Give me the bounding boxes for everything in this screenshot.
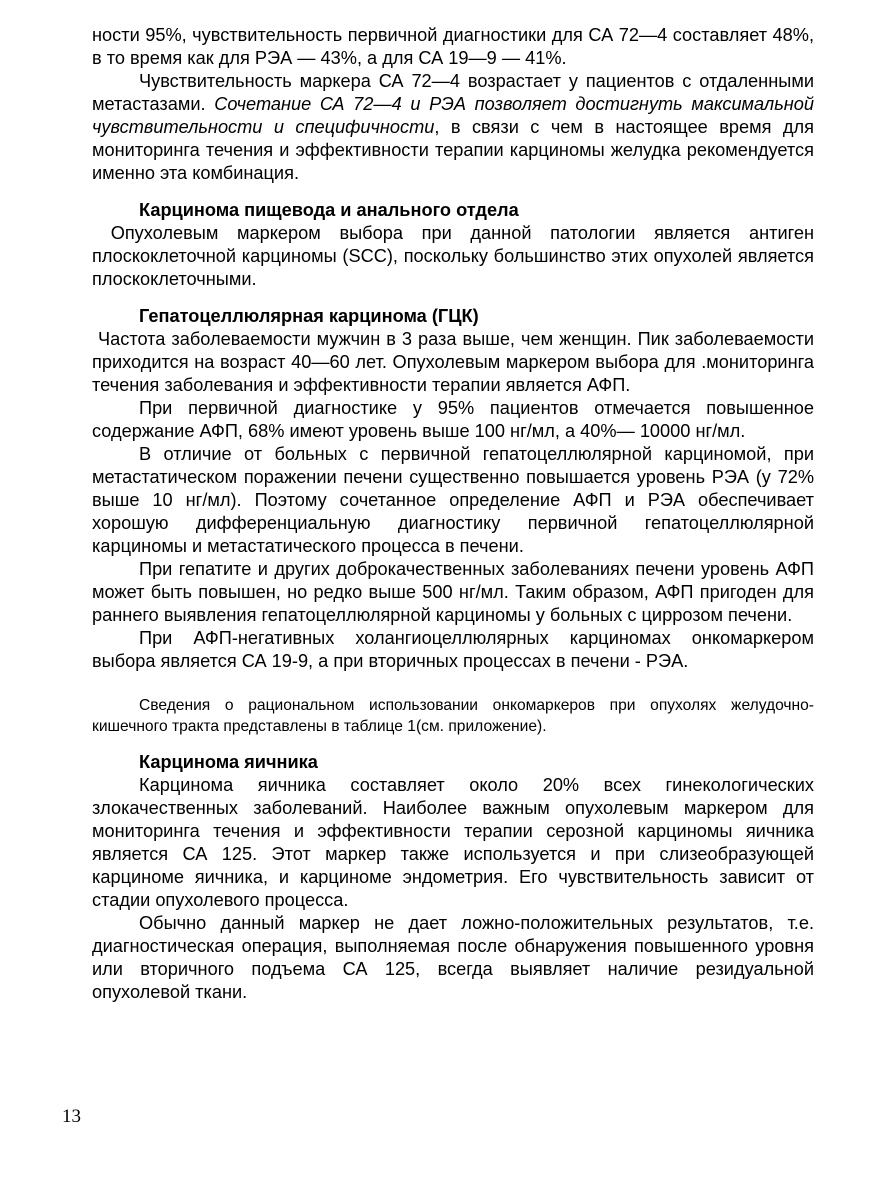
document-page <box>92 24 820 1004</box>
heading-hcc: Гепатоцеллюлярная карцинома (ГЦК) <box>139 306 479 326</box>
paragraph-10: Обычно данный маркер не дает ложно-положительных результатов, т.е. диагностическая операция, выполняемая после обнаружения повышенного уровня или вторичного подъема СА 125, всегда выявляет наличие резидуальной опухолевой ткани. <box>92 913 814 1002</box>
paragraph-2-text: Чувствительность маркера СА 72—4 возрастает у пациентов с отдаленными метастазами. <box>92 71 814 114</box>
heading-esophagus: Карцинома пищевода и анального отдела <box>139 200 519 220</box>
paragraph-9: Карцинома яичника составляет около 20% всех гинекологических злокачественных заболеваний. Наиболее важным опухолевым маркером для мониторинга течения и эффективности терапии серозной карциномы яичника является СА 125. Этот маркер также используется и при слизеобразующей карциноме яичника, и карциноме эндометрия. Его чувствительность зависит от стадии опухолевого процесса. <box>92 775 814 910</box>
heading-ovary: Карцинома яичника <box>139 752 318 772</box>
table-reference-note: Сведения о рациональном использовании онкомаркеров при опухолях желудочно-кишечного тракта представлены в таблице 1(см. приложение). <box>92 697 814 735</box>
page-number: 13 <box>62 1106 81 1127</box>
paragraph-8: При АФП-негативных холангиоцеллюлярных карциномах онкомаркером выбора является СА 19-9, а при вторичных процессах в печени - РЭА. <box>92 628 814 671</box>
paragraph-5: При первичной диагностике у 95% пациентов отмечается повышенное содержание АФП, 68% имеют уровень выше 100 нг/мл, а 40%— 10000 нг/мл. <box>92 398 814 441</box>
paragraph-2 <box>92 70 814 185</box>
paragraph-2-rest: , в связи с чем в настоящее время для мониторинга течения и эффективности терапии карциномы желудка рекомендуется именно эта комбинация. <box>92 117 814 183</box>
paragraph-1: ности 95%, чувствительность первичной диагностики для СА 72—4 составляет 48%, в то время как для РЭА — 43%, а для СА 19—9 — 41%. <box>92 25 814 68</box>
paragraph-3: Опухолевым маркером выбора при данной патологии является антиген плоскоклеточной карциномы (SCC), поскольку большинство этих опухолей является плоскоклеточными. <box>92 223 820 289</box>
paragraph-2-italic: Сочетание СА 72—4 и РЭА позволяет достигнуть максимальной чувствительности и специфичности <box>92 94 814 137</box>
paragraph-7: При гепатите и других доброкачественных заболеваниях печени уровень АФП может быть повышен, но редко выше 500 нг/мл. Таким образом, АФП пригоден для раннего выявления гепатоцеллюлярной карциномы у больных с циррозом печени. <box>92 559 814 625</box>
paragraph-4: Частота заболеваемости мужчин в 3 раза выше, чем женщин. Пик заболеваемости приходится на возраст 40—60 лет. Опухолевым маркером выбора для .мониторинга течения заболевания и эффективности терапии является АФП. <box>92 329 820 395</box>
paragraph-6: В отличие от больных с первичной гепатоцеллюлярной карциномой, при метастатическом поражении печени существенно повышается уровень РЭА (у 72% выше 10 нг/мл). Поэтому сочетанное определение АФП и РЭА обеспечивает хорошую дифференциальную диагностику первичной гепатоцеллюлярной карциномы и метастатического процесса в печени. <box>92 444 814 556</box>
